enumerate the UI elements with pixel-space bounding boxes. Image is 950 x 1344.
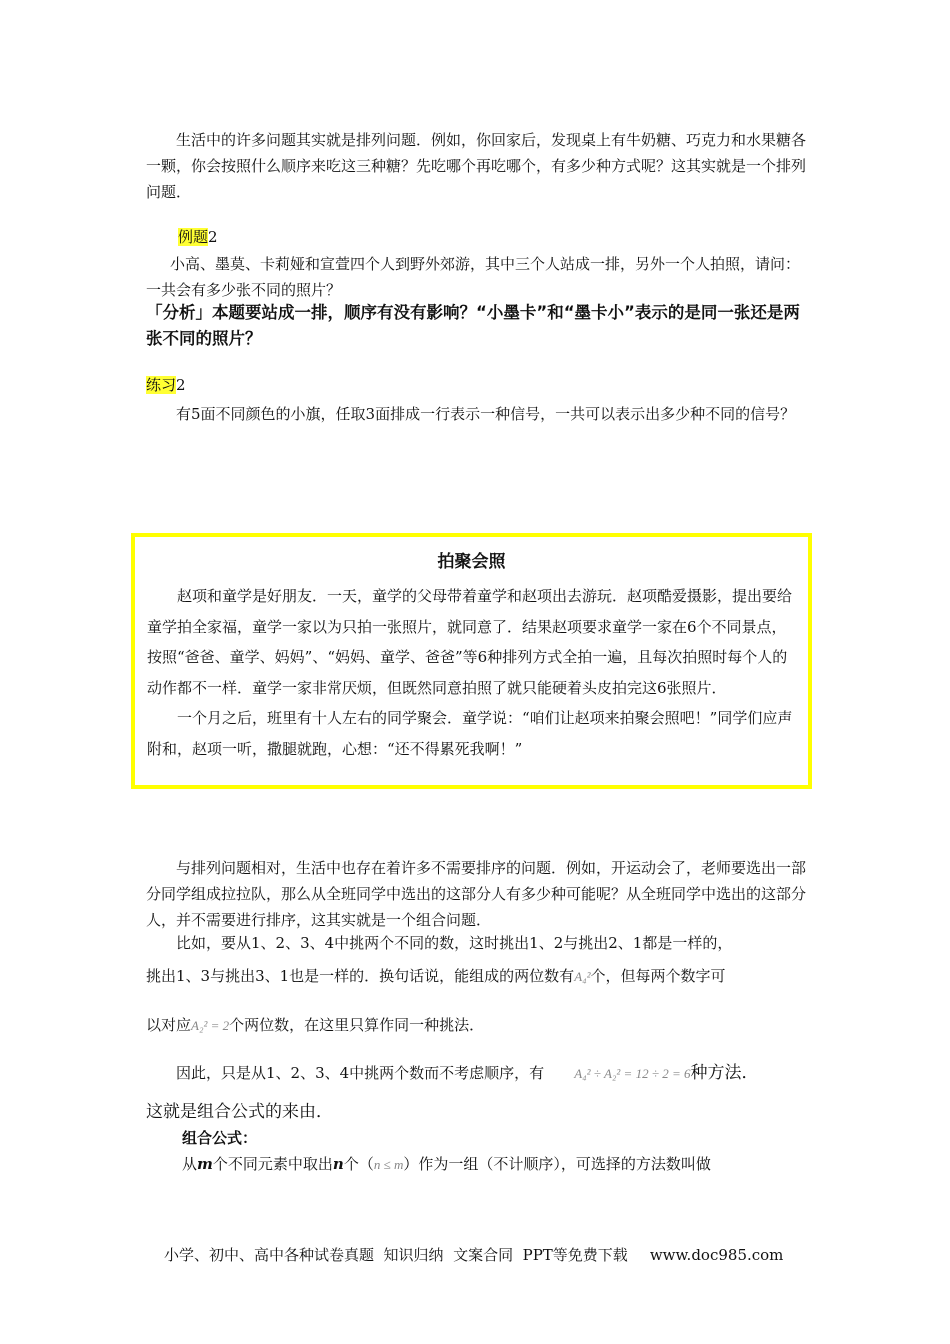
example-number: 2 xyxy=(208,228,218,246)
combination-formula-definition xyxy=(146,1151,808,1178)
result-text-b: 种方法． xyxy=(690,1063,759,1083)
practice-number: 2 xyxy=(176,376,186,394)
practice-2-heading xyxy=(146,374,186,396)
combination-example-line-1: 比如，要从1、2、3、4中挑两个不同的数，这时挑出1、2与挑出2、1都是一样的， xyxy=(176,934,733,952)
footer-url: www.doc985.com xyxy=(649,1246,784,1264)
variable-n: n xyxy=(332,1155,344,1173)
definition-text-c: 个（ xyxy=(343,1155,374,1173)
footer-text: 小学、初中、高中各种试卷真题 知识归纳 文案合同 PPT等免费下载 xyxy=(164,1246,628,1264)
story-paragraph-2: 一个月之后，班里有十人左右的同学聚会．童学说：“咱们让赵项来拍聚会照吧！”同学们应声附和，赵项一听，撒腿就跑，心想：“还不得累死我啊！” xyxy=(147,709,793,758)
definition-text-a: 从 xyxy=(182,1155,198,1173)
example-2-heading xyxy=(178,226,218,248)
formula-origin-line: 这就是组合公式的来由． xyxy=(146,1102,333,1122)
formula-n-le-m: n ≤ m xyxy=(373,1157,404,1172)
story-box xyxy=(131,533,812,789)
formula-a42: A₄² xyxy=(574,969,591,984)
line-2-text-a: 挑出1、3与挑出3、1也是一样的．换句话说，能组成的两位数有 xyxy=(146,967,575,985)
line-3-text-a: 以对应 xyxy=(146,1016,192,1034)
practice-2-question: 有5面不同颜色的小旗，任取3面排成一行表示一种信号，一共可以表示出多少种不同的信号？ xyxy=(176,405,796,423)
combination-formula-title: 组合公式： xyxy=(182,1129,258,1147)
result-text-a: 因此，只是从1、2、3、4中挑两个数而不考虑顺序，有 xyxy=(176,1064,545,1082)
definition-text-b: 个不同元素中取出 xyxy=(212,1155,333,1173)
example-label: 例题 xyxy=(178,228,209,246)
variable-m: m xyxy=(197,1155,213,1173)
formula-calc: A₄² ÷ A₂² = 12 ÷ 2 = 6 xyxy=(574,1066,691,1081)
intro-paragraph: 生活中的许多问题其实就是排列问题．例如，你回家后，发现桌上有牛奶糖、巧克力和水果糖各一颗，你会按照什么顺序来吃这三种糖？先吃哪个再吃哪个，有多少种方式呢？这其实就是一个排列问题． xyxy=(146,131,807,201)
combination-result xyxy=(146,1060,808,1087)
combination-example-line-2 xyxy=(146,963,808,990)
story-title: 拍聚会照 xyxy=(437,552,506,572)
line-3-text-b: 个两位数，在这里只算作同一种挑法． xyxy=(229,1016,485,1034)
story-text xyxy=(147,581,799,764)
story-paragraph-1: 赵项和童学是好朋友．一天，童学的父母带着童学和赵项出去游玩．赵项酷爱摄影，提出要给童学拍全家福，童学一家以为只拍一张照片，就同意了．结果赵项要求童学一家在6个不同景点，按照“爸爸、童学、妈妈”、“妈妈、童学、爸爸”等6种排列方式全拍一遍，且每次拍照时每个人的动作都不一样．童学一家非常厌烦，但既然同意拍照了就只能硬着头皮拍完这6张照片． xyxy=(147,587,793,697)
line-2-text-b: 个，但每两个数字可 xyxy=(590,967,726,985)
example-2-analysis: 「分析」本题要站成一排，顺序有没有影响？“小墨卡”和“墨卡小”表示的是同一张还是两张不同的照片？ xyxy=(146,303,800,348)
combination-intro: 与排列问题相对，生活中也存在着许多不需要排序的问题．例如，开运动会了，老师要选出一部分同学组成拉拉队，那么从全班同学中选出的这部分人有多少种可能呢？从全班同学中选出的这部分人，并不需要进行排序，这其实就是一个组合问题． xyxy=(146,859,807,929)
example-2-question: 小高、墨莫、卡莉娅和宣萱四个人到野外郊游，其中三个人站成一排，另外一个人拍照，请问：一共会有多少张不同的照片？ xyxy=(146,255,801,299)
definition-text-d: ）作为一组（不计顺序），可选择的方法数叫做 xyxy=(403,1155,711,1173)
practice-label: 练习 xyxy=(146,376,177,394)
page-footer xyxy=(164,1243,783,1267)
combination-example-line-3 xyxy=(146,1012,808,1039)
formula-a22: A₂² = 2 xyxy=(191,1018,230,1033)
